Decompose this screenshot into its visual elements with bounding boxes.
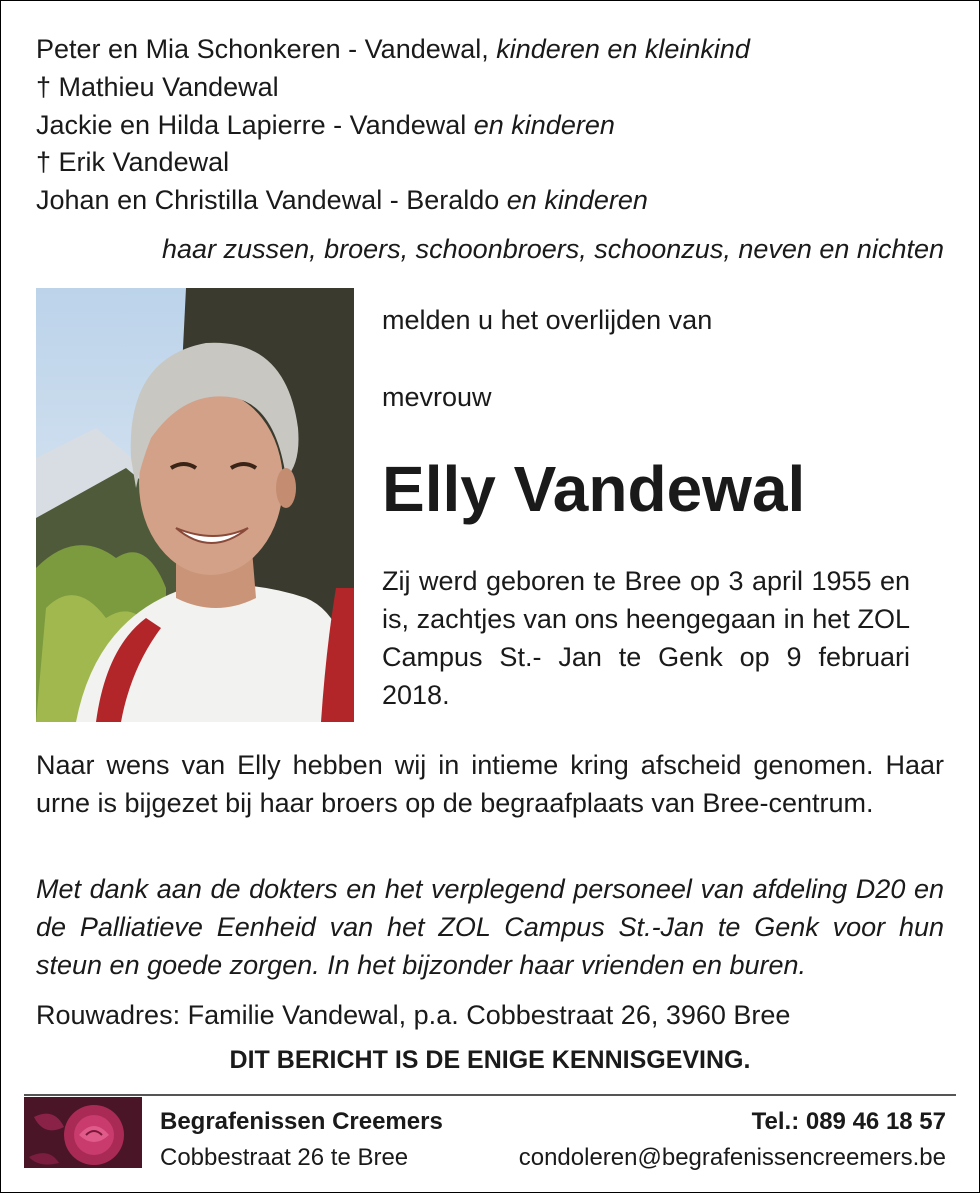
portrait-photo [36,288,354,722]
notice-text: DIT BERICHT IS DE ENIGE KENNISGEVING. [229,1046,751,1074]
company-street: Cobbestraat 26 te Bree [160,1144,409,1171]
family-role-5: en kinderen [506,185,648,215]
company-name: Begrafenissen Creemers [160,1108,443,1135]
footer-divider [24,1094,956,1096]
birth-death-text: Zij werd geboren te Bree op 3 april 1955 en is, zachtjes van ons heengegaan in het ZOL Campus St.- Jan te Genk op 9 februari 2018. [382,566,910,710]
title-text: mevrouw [382,382,492,412]
family-names-5: Johan en Christilla Vandewal - Beraldo [36,185,500,215]
family-line-1 [36,30,750,68]
relatives-line: haar zussen, broers, schoonbroers, schoonzus, neven en nichten [162,234,944,264]
address-text: Rouwadres: Familie Vandewal, p.a. Cobbestraat 26, 3960 Bree [36,1000,791,1030]
rose-logo [24,1097,142,1168]
intro-text: melden u het overlijden van [382,305,713,335]
family-line-5 [36,181,648,219]
family-role-1: kinderen en kleinkind [496,34,750,64]
family-line-3 [36,106,615,144]
company-email[interactable]: condoleren@begrafenissencreemers.be [518,1144,946,1171]
farewell-text: Naar wens van Elly hebben wij in intieme kring afscheid genomen. Haar urne is bijgezet bij haar broers op de begraafplaats van Bree-centrum. [36,750,944,818]
family-names-1: Peter en Mia Schonkeren - Vandewal, [36,34,489,64]
family-line-4: † Erik Vandewal [36,147,230,177]
deceased-name: Elly Vandewal [382,453,806,525]
family-names-3: Jackie en Hilda Lapierre - Vandewal [36,110,467,140]
thanks-text: Met dank aan de dokters en het verplegend personeel van afdeling D20 en de Palliatieve Eenheid van het ZOL Campus St.-Jan te Genk voor hun steun en goede zorgen. In het bijzonder haar vrienden en buren. [36,874,944,980]
company-phone: Tel.: 089 46 18 57 [751,1108,946,1135]
family-role-3: en kinderen [473,110,615,140]
family-line-2: † Mathieu Vandewal [36,72,279,102]
